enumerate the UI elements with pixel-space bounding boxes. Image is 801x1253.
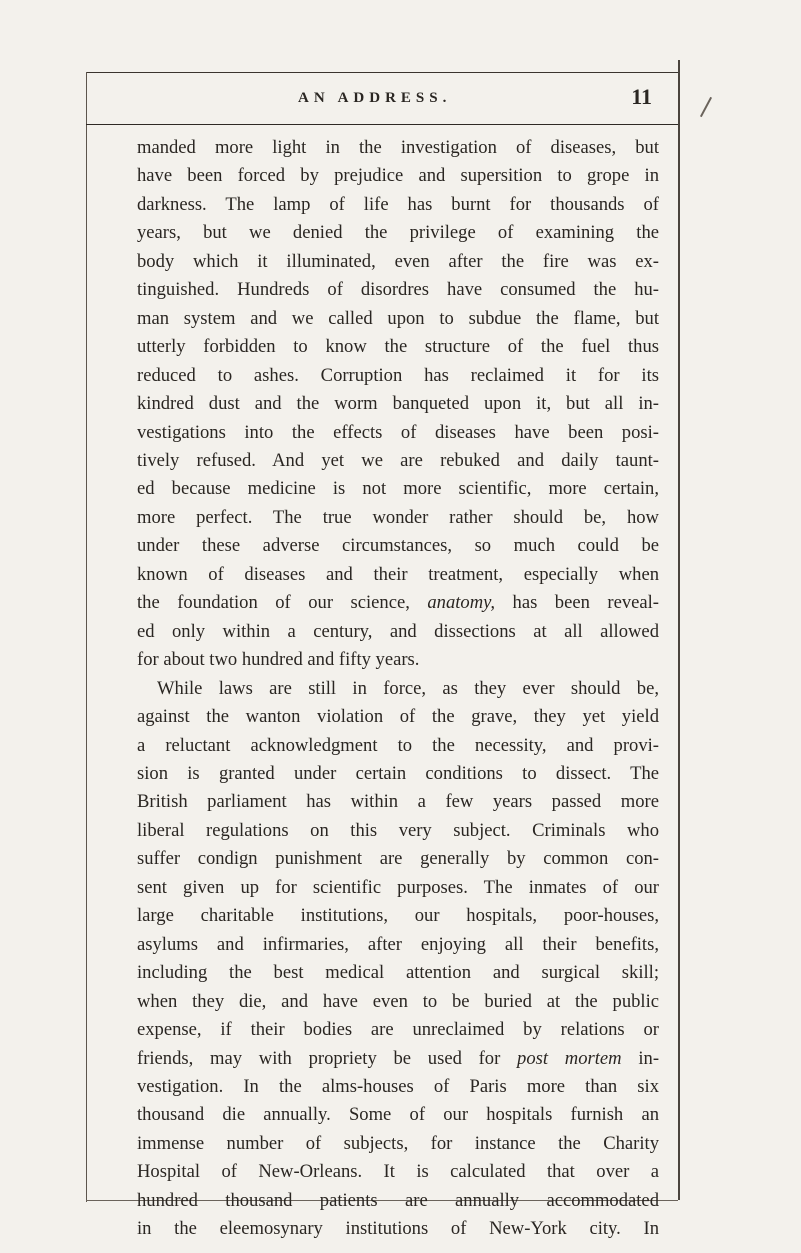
text-fragment: body which it illuminated, even after the fire was ex- — [137, 250, 659, 272]
header-rule — [86, 124, 678, 125]
text-fragment: thousand die annually. Some of our hospitals furnish an — [137, 1104, 659, 1126]
italic-text: anatomy, — [427, 592, 496, 614]
running-title: AN ADDRESS. — [298, 90, 452, 106]
text-line — [137, 1130, 659, 1158]
text-fragment: tively refused. And yet we are rebuked and daily taunt- — [137, 449, 659, 471]
text-line — [137, 362, 659, 390]
text-line — [137, 419, 659, 447]
text-line — [137, 646, 659, 674]
page-frame-right — [678, 60, 680, 1200]
text-line — [137, 475, 659, 503]
body-text — [137, 134, 659, 1244]
text-fragment: when they die, and have even to be buried at the public — [137, 990, 659, 1012]
text-fragment: utterly forbidden to know the structure of the fuel thus — [137, 336, 659, 358]
italic-text: post mortem — [517, 1047, 622, 1069]
text-fragment: sent given up for scientific purposes. The inmates of our — [137, 876, 659, 898]
text-fragment: against the wanton violation of the grave, they yet yield — [137, 706, 659, 728]
text-line — [137, 760, 659, 788]
text-line — [137, 1016, 659, 1044]
text-line — [137, 532, 659, 560]
text-fragment: a reluctant acknowledgment to the necessity, and provi- — [137, 734, 659, 756]
text-line — [137, 959, 659, 987]
text-fragment: hundred thousand patients are annually accommodated — [137, 1189, 659, 1211]
text-fragment: have been forced by prejudice and supersition to grope in — [137, 165, 659, 187]
text-line — [137, 675, 659, 703]
text-line — [137, 703, 659, 731]
text-fragment: asylums and infirmaries, after enjoying all their benefits, — [137, 933, 659, 955]
text-fragment: in the eleemosynary institutions of New-York city. In — [137, 1218, 659, 1240]
text-fragment: including the best medical attention and surgical skill; — [137, 962, 659, 984]
text-fragment: tinguished. Hundreds of disordres have consumed the hu- — [137, 279, 659, 301]
text-fragment: known of diseases and their treatment, especially when — [137, 563, 659, 585]
text-line — [137, 788, 659, 816]
text-fragment: kindred dust and the worm banqueted upon it, but all in- — [137, 393, 659, 415]
text-fragment: man system and we called upon to subdue the flame, but — [137, 307, 659, 329]
text-fragment: friends, may with propriety be used for — [137, 1047, 518, 1069]
text-line — [137, 390, 659, 418]
text-line — [137, 845, 659, 873]
text-line — [137, 589, 659, 617]
text-fragment: immense number of subjects, for instance the Charity — [137, 1132, 659, 1154]
text-line — [137, 191, 659, 219]
text-line — [137, 817, 659, 845]
text-fragment: years, but we denied the privilege of examining the — [137, 222, 659, 244]
text-line — [137, 219, 659, 247]
text-fragment: Hospital of New-Orleans. It is calculated that over a — [137, 1161, 659, 1183]
text-line — [137, 988, 659, 1016]
text-fragment: manded more light in the investigation of diseases, but — [137, 137, 659, 158]
text-line — [137, 1158, 659, 1186]
text-line — [137, 504, 659, 532]
text-line — [137, 561, 659, 589]
text-line — [137, 1045, 659, 1073]
text-fragment: darkness. The lamp of life has burnt for thousands of — [137, 193, 659, 215]
text-line — [137, 874, 659, 902]
text-line — [137, 618, 659, 646]
text-fragment: under these adverse circumstances, so much could be — [137, 535, 659, 557]
text-fragment: While laws are still in force, as they ever should be, — [157, 677, 659, 699]
text-fragment: for about two hundred and fifty years. — [137, 649, 420, 671]
text-line — [137, 333, 659, 361]
text-line — [137, 1187, 659, 1215]
text-line — [137, 1073, 659, 1101]
text-fragment: sion is granted under certain conditions to dissect. The — [137, 762, 659, 784]
text-line — [137, 902, 659, 930]
text-fragment: ed because medicine is not more scientific, more certain, — [137, 478, 659, 500]
text-line — [137, 248, 659, 276]
text-line — [137, 931, 659, 959]
text-fragment: more perfect. The true wonder rather should be, how — [137, 506, 659, 528]
text-fragment: the foundation of our science, — [137, 592, 428, 614]
text-fragment: ed only within a century, and dissections at all allowed — [137, 620, 659, 642]
text-fragment: suffer condign punishment are generally by common con- — [137, 848, 659, 870]
page-number: 11 — [631, 84, 652, 109]
text-line — [137, 1101, 659, 1129]
text-fragment: in- — [621, 1047, 660, 1069]
text-fragment: expense, if their bodies are unreclaimed by relations or — [137, 1019, 659, 1041]
page-frame-left — [86, 72, 87, 1202]
text-fragment: British parliament has within a few years passed more — [137, 791, 659, 813]
text-line — [137, 305, 659, 333]
text-line — [137, 447, 659, 475]
text-line — [137, 1215, 659, 1243]
page-frame-top — [86, 72, 678, 73]
text-fragment: vestigation. In the alms-houses of Paris more than six — [137, 1075, 659, 1097]
text-fragment: reduced to ashes. Corruption has reclaimed it for its — [137, 364, 659, 386]
text-line — [137, 134, 659, 162]
text-fragment: has been reveal- — [495, 592, 659, 614]
text-fragment: large charitable institutions, our hospitals, poor-houses, — [137, 905, 659, 927]
text-line — [137, 162, 659, 190]
text-line — [137, 732, 659, 760]
running-head — [140, 82, 652, 122]
text-fragment: vestigations into the effects of diseases have been posi- — [137, 421, 659, 443]
text-line — [137, 276, 659, 304]
margin-mark — [700, 97, 712, 117]
text-fragment: liberal regulations on this very subject. Criminals who — [137, 819, 659, 841]
